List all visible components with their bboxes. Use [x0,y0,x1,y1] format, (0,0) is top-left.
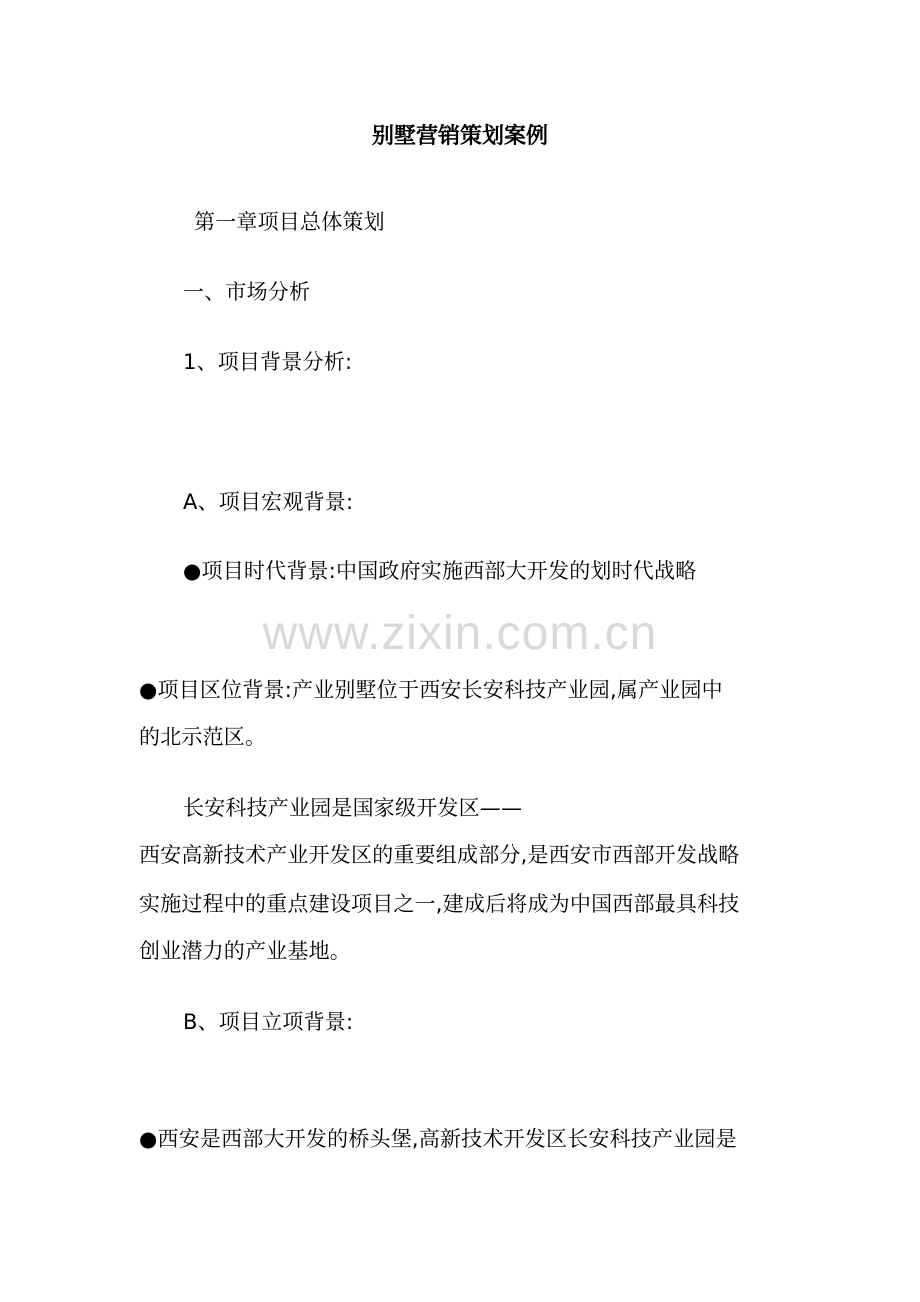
part-a-heading: A、项目宏观背景: [183,490,354,514]
document-title: 别墅营销策划案例 [371,124,548,149]
paragraph-park-line-4: 创业潜力的产业基地。 [139,939,351,963]
watermark-text: www.zixin.com.cn [262,607,658,660]
paragraph-park-line-2: 西安高新技术产业开发区的重要组成部分,是西安市西部开发战略 [139,843,740,867]
section-heading: 一、市场分析 [183,280,311,304]
subsection-heading: 1、项目背景分析: [183,350,353,374]
bullet-era-background: ●项目时代背景:中国政府实施西部大开发的划时代战略 [183,559,697,583]
paragraph-park-line-1: 长安科技产业园是国家级开发区—— [183,796,523,820]
bullet-xian-line-1: ●西安是西部大开发的桥头堡,高新技术开发区长安科技产业园是 [139,1127,737,1151]
paragraph-park-line-3: 实施过程中的重点建设项目之一,建成后将成为中国西部最具科技 [139,892,740,916]
bullet-location-line-1: ●项目区位背景:产业别墅位于西安长安科技产业园,属产业园中 [139,678,723,702]
part-b-heading: B、项目立项背景: [183,1010,354,1034]
chapter-heading: 第一章项目总体策划 [194,210,385,234]
bullet-location-line-2: 的北示范区。 [139,725,267,749]
